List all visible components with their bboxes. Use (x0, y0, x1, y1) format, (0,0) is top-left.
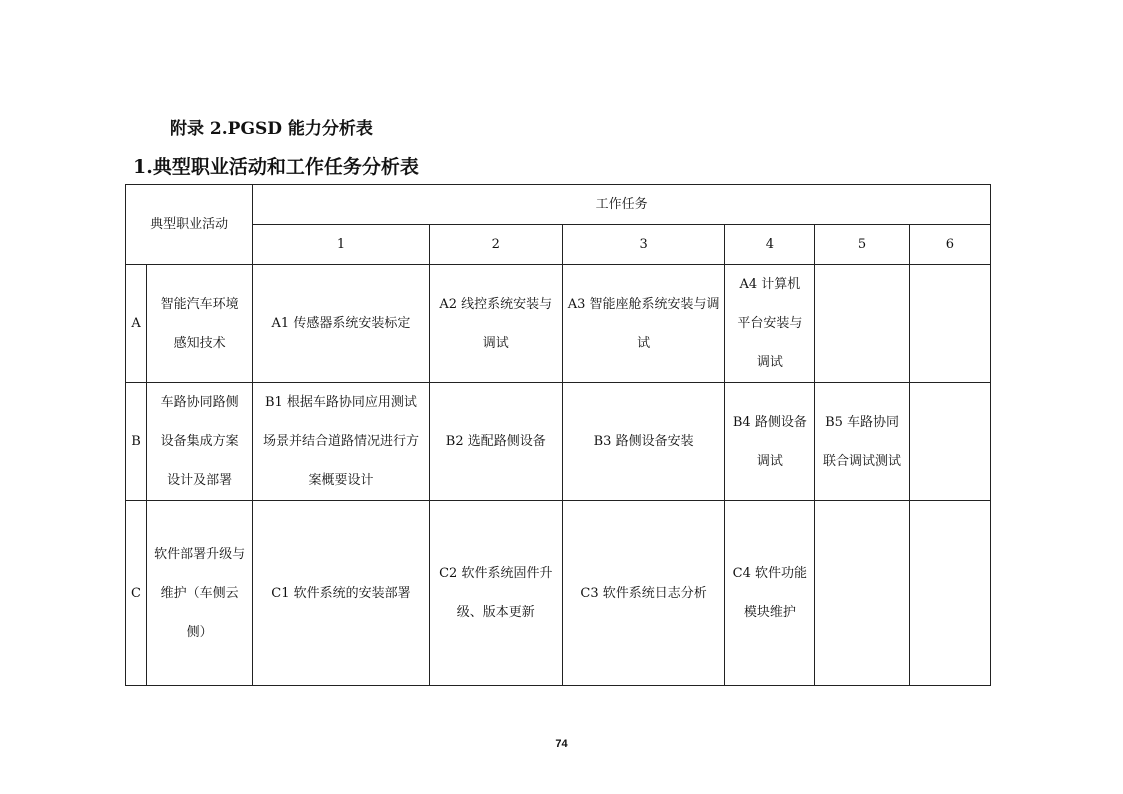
row-code: A (126, 265, 147, 383)
task-cell (725, 383, 815, 501)
task-cell (253, 501, 429, 686)
section-title: 1.典型职业活动和工作任务分析表 (133, 156, 419, 178)
task-cell (253, 265, 429, 383)
task-text: B4 路侧设备调试 (732, 414, 807, 469)
task-text: C2 软件系统固件升级、版本更新 (439, 566, 553, 620)
task-cell (815, 265, 909, 383)
task-number: 2 (429, 225, 562, 265)
page-number: 74 (555, 738, 568, 750)
task-text: B5 车路协同联合调试测试 (823, 414, 902, 469)
task-cell (815, 501, 909, 686)
task-text: A1 传感器系统安装标定 (271, 316, 411, 331)
activity-cell (147, 383, 253, 501)
task-cell (429, 383, 562, 501)
task-cell (562, 265, 724, 383)
task-cell (562, 501, 724, 686)
row-code: C (126, 501, 147, 686)
table-row (126, 501, 991, 686)
row-code: B (126, 383, 147, 501)
task-cell (725, 501, 815, 686)
task-cell (909, 383, 990, 501)
task-cell (253, 383, 429, 501)
appendix-title: 附录 2.PGSD 能力分析表 (170, 119, 373, 139)
task-number: 3 (562, 225, 724, 265)
task-number: 4 (725, 225, 815, 265)
task-cell (909, 265, 990, 383)
activity-text: 智能汽车环境感知技术 (160, 296, 239, 351)
activity-text: 软件部署升级与维护（车侧云侧） (154, 546, 246, 640)
task-text: B1 根据车路协同应用测试场景并结合道路情况进行方案概要设计 (262, 395, 419, 488)
task-text: A3 智能座舱系统安装与调试 (567, 296, 720, 351)
task-text: A2 线控系统安装与调试 (439, 296, 553, 351)
task-number: 1 (253, 225, 429, 265)
table-row (126, 265, 991, 383)
task-cell (909, 501, 990, 686)
activity-cell (147, 501, 253, 686)
task-header: 工作任务 (253, 185, 991, 225)
task-number: 5 (815, 225, 909, 265)
table-row (126, 383, 991, 501)
task-analysis-table (125, 184, 991, 686)
task-number: 6 (909, 225, 990, 265)
task-cell (429, 501, 562, 686)
task-text: C1 软件系统的安装部署 (271, 585, 411, 601)
activity-text: 车路协同路侧设备集成方案设计及部署 (160, 395, 239, 488)
activity-header: 典型职业活动 (126, 185, 253, 265)
header-row (126, 185, 991, 225)
task-cell (725, 265, 815, 383)
activity-cell (147, 265, 253, 383)
task-cell (429, 265, 562, 383)
task-cell (815, 383, 909, 501)
task-cell (562, 383, 724, 501)
task-number-row (126, 225, 991, 265)
task-text: C3 软件系统日志分析 (580, 585, 707, 601)
task-text: A4 计算机平台安装与调试 (737, 277, 803, 370)
task-text: B3 路侧设备安装 (593, 434, 694, 449)
task-text: B2 选配路侧设备 (445, 434, 546, 449)
task-text: C4 软件功能模块维护 (732, 566, 808, 620)
